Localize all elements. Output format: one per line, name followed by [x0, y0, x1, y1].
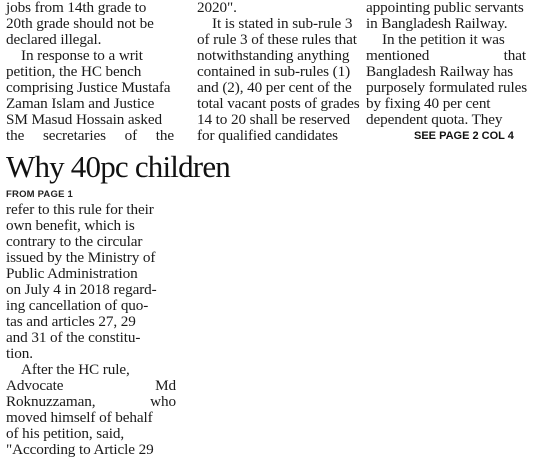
continuation-label: SEE PAGE 2 COL 4: [414, 130, 514, 142]
jump-line-4: issued by the Ministry of: [6, 249, 156, 266]
col3-line-2: in Bangladesh Railway.: [366, 15, 508, 32]
jump-line-13: Roknuzzaman, who: [6, 393, 176, 410]
jump-line-16: "According to Article 29: [6, 441, 154, 458]
col3-line-3: In the petition it was: [382, 31, 505, 48]
col1-line-6: comprising Justice Mustafa: [6, 79, 171, 96]
col3-line-4: mentioned that: [366, 47, 526, 64]
col1-line-3: declared illegal.: [6, 31, 102, 48]
col2-line-1: 2020".: [197, 0, 237, 16]
jump-line-11: After the HC rule,: [21, 361, 130, 378]
col3-line-7: by fixing 40 per cent: [366, 95, 491, 112]
col2-line-9: for qualified candidates: [197, 127, 338, 144]
col1-line-4: In response to a writ: [21, 47, 143, 64]
col1-line-8: SM Masud Hossain asked: [6, 111, 163, 128]
jump-line-6: on July 4 in 2018 regard-: [6, 281, 157, 298]
jump-line-8: tas and articles 27, 29: [6, 313, 136, 330]
col2-line-4: notwithstanding anything: [197, 47, 350, 64]
col2-line-6: and (2), 40 per cent of the: [197, 79, 352, 96]
jump-line-1: refer to this rule for their: [6, 201, 154, 218]
col3-line-8: dependent quota. They: [366, 111, 503, 128]
jump-line-3: contrary to the circular: [6, 233, 143, 250]
jump-line-10: tion.: [6, 345, 33, 362]
col1-line-5: petition, the HC bench: [6, 63, 142, 80]
col1-line-1: jobs from 14th grade to: [6, 0, 147, 16]
jump-line-5: Public Administration: [6, 265, 138, 282]
col2-line-3: of rule 3 of these rules that: [197, 31, 357, 48]
jump-line-15: of his petition, said,: [6, 425, 125, 442]
from-page-label: FROM PAGE 1: [6, 189, 73, 200]
jump-line-14: moved himself of behalf: [6, 409, 153, 426]
col3-line-5: Bangladesh Railway has: [366, 63, 514, 80]
col2-line-2: It is stated in sub-rule 3: [212, 15, 353, 32]
col1-line-7: Zaman Islam and Justice: [6, 95, 155, 112]
col2-line-5: contained in sub-rules (1): [197, 63, 351, 80]
col2-line-8: 14 to 20 shall be reserved: [197, 111, 351, 128]
jump-line-2: own benefit, which is: [6, 217, 135, 234]
col3-line-1: appointing public servants: [366, 0, 524, 16]
col1-line-9: the secretaries of the: [6, 127, 174, 144]
jump-headline: Why 40pc children: [6, 149, 230, 184]
col1-line-2: 20th grade should not be: [6, 15, 154, 32]
jump-line-9: and 31 of the constitu-: [6, 329, 141, 346]
col3-line-6: purposely formulated rules: [366, 79, 528, 96]
jump-line-7: ing cancellation of quo-: [6, 297, 149, 314]
jump-line-12: Advocate Md: [6, 377, 176, 394]
col2-line-7: total vacant posts of grades: [197, 95, 360, 112]
